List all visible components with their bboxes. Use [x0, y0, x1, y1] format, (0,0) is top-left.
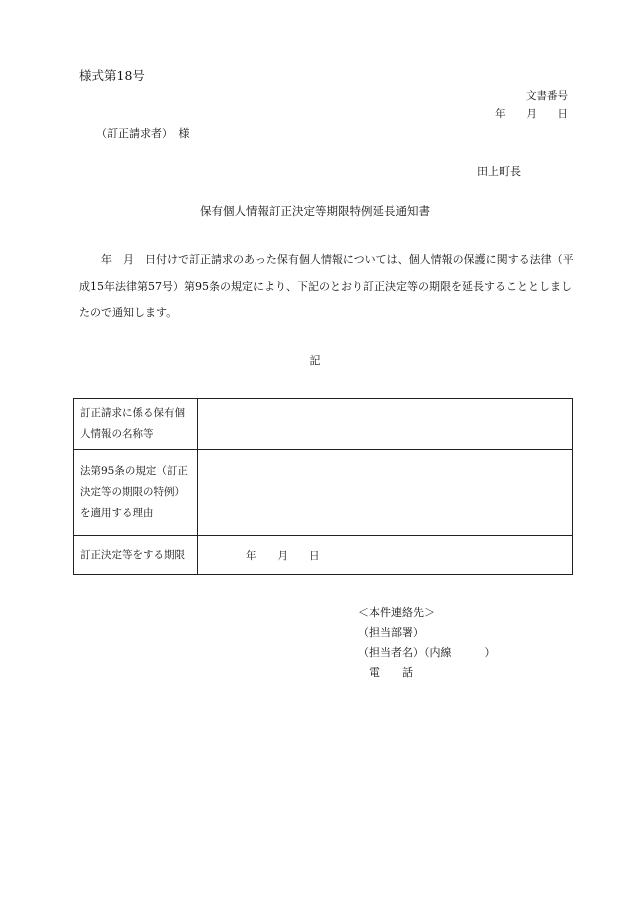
date-day: 日 — [557, 108, 568, 120]
sender: 田上町長 — [477, 165, 521, 178]
body-line: 年 月 日付けで訂正請求のあった保有個人情報については、個人情報の保護に関する法律（平 — [79, 253, 574, 266]
form-number: 様式第18号 — [79, 68, 145, 83]
document-number-label: 文書番号 — [526, 90, 568, 102]
contact-person: （担当者名）（内線 ） — [358, 646, 496, 659]
contact-phone: 電 話 — [358, 666, 413, 679]
table-row — [74, 450, 573, 536]
row2-value — [198, 450, 573, 536]
deadline-date: 年 月 日 — [246, 549, 320, 562]
table-row — [74, 536, 573, 575]
contact-block — [358, 603, 496, 683]
row2-label: 法第95条の規定（訂正 決定等の期限の特例） を適用する理由 — [74, 450, 198, 536]
body-line: 成15年法律第57号）第95条の規定により、下記のとおり訂正決定等の期限を延長することとしまし — [79, 279, 572, 293]
contact-heading: ＜本件連絡先＞ — [358, 606, 435, 619]
contact-department: （担当部署） — [358, 626, 424, 639]
row3-label: 訂正決定等をする期限 — [74, 536, 198, 575]
row1-label: 訂正請求に係る保有個 人情報の名称等 — [74, 399, 198, 450]
ki-heading: 記 — [309, 354, 321, 367]
row3-value — [198, 536, 573, 575]
row1-value — [198, 399, 573, 450]
recipient: （訂正請求者） 様 — [96, 127, 190, 140]
date-year: 年 — [495, 108, 506, 120]
info-table — [73, 398, 573, 575]
body-text — [79, 247, 574, 327]
body-line: たので通知します。 — [79, 306, 178, 319]
table-row — [74, 399, 573, 450]
issue-date — [495, 106, 568, 121]
document-title: 保有個人情報訂正決定等期限特例延長通知書 — [200, 204, 430, 218]
date-month: 月 — [526, 108, 537, 120]
